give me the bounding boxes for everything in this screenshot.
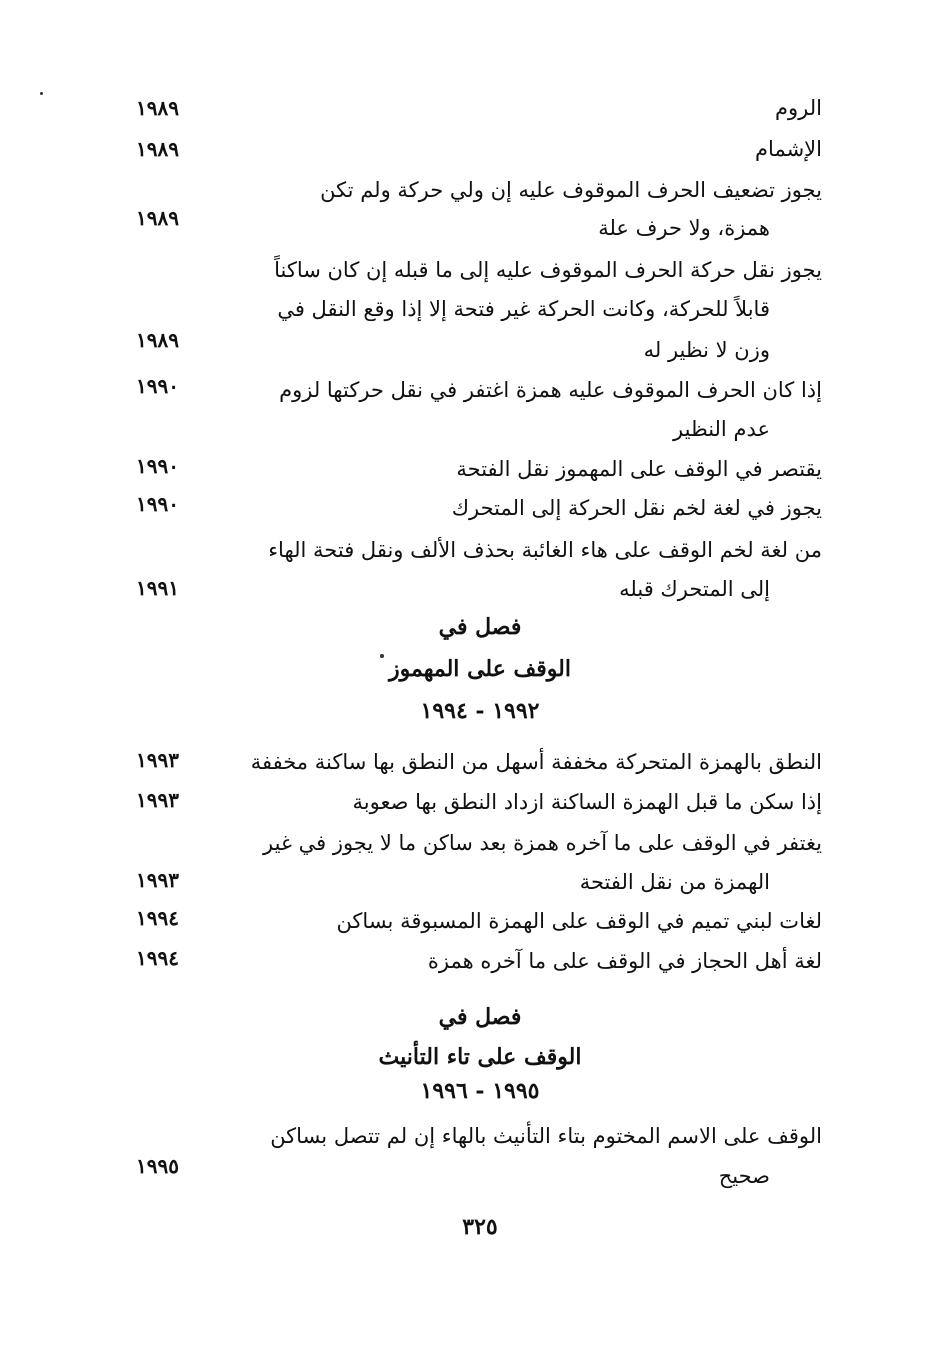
entry-page-number: ١٩٨٩ [136, 96, 179, 120]
page-number: ٣٢٥ [462, 1214, 498, 1240]
entry-page-number: ١٩٨٩ [136, 328, 179, 352]
entry-page-number: ١٩٨٩ [136, 206, 179, 230]
entry-text-continuation: قابلاً للحركة، وكانت الحركة غير فتحة إلا إذا وقع النقل في [277, 297, 770, 321]
entry-text-continuation: همزة، ولا حرف علة [598, 216, 770, 240]
entry-text: من لغة لخم الوقف على هاء الغائبة بحذف الألف ونقل فتحة الهاء [268, 538, 822, 562]
entry-text: يقتصر في الوقف على المهموز نقل الفتحة [456, 457, 822, 481]
entry-text: يجوز في لغة لخم نقل الحركة إلى المتحرك [451, 496, 822, 520]
section-title: الوقف على تاء التأنيث [378, 1044, 582, 1070]
scan-speck [380, 654, 384, 658]
entry-page-number: ١٩٩٣ [136, 868, 179, 892]
entry-text: الوقف على الاسم المختوم بتاء التأنيث بالهاء إن لم تتصل بساكن [270, 1124, 822, 1148]
entry-page-number: ١٩٩٣ [136, 748, 179, 772]
entry-text: يغتفر في الوقف على ما آخره همزة بعد ساكن ما لا يجوز في غير [263, 831, 822, 855]
entry-text: النطق بالهمزة المتحركة مخففة أسهل من النطق بها ساكنة مخففة [250, 750, 822, 774]
entry-text-continuation: صحيح [718, 1164, 770, 1188]
entry-text: إذا كان الحرف الموقوف عليه همزة اغتفر في نقل حركتها لزوم [279, 378, 822, 402]
entry-page-number: ١٩٩٠ [136, 492, 179, 516]
entry-text: إذا سكن ما قبل الهمزة الساكنة ازداد النطق بها صعوبة [352, 790, 822, 814]
entry-text: لغة أهل الحجاز في الوقف على ما آخره همزة [427, 949, 822, 973]
entry-text: يجوز نقل حركة الحرف الموقوف عليه إلى ما قبله إن كان ساكناً [274, 258, 822, 282]
entry-text: الإشمام [755, 137, 822, 161]
entry-text-continuation: الهمزة من نقل الفتحة [579, 870, 770, 894]
section-label: فصل في [438, 1004, 522, 1030]
entry-text: يجوز تضعيف الحرف الموقوف عليه إن ولي حركة ولم تكن [320, 178, 822, 202]
entry-page-number: ١٩٩٠ [136, 374, 179, 398]
section-page-range: ١٩٩٢ - ١٩٩٤ [420, 698, 540, 724]
entry-text-continuation: عدم النظير [673, 417, 770, 441]
entry-page-number: ١٩٩٤ [136, 906, 179, 930]
entry-page-number: ١٩٩٤ [136, 946, 179, 970]
entry-text-continuation: إلى المتحرك قبله [619, 577, 770, 601]
section-title: الوقف على المهموز [389, 656, 571, 682]
entry-page-number: ١٩٩١ [136, 576, 179, 600]
entry-page-number: ١٩٩٠ [136, 454, 179, 478]
entry-text: لغات لبني تميم في الوقف على الهمزة المسبوقة بساكن [336, 909, 822, 933]
entry-page-number: ١٩٩٥ [136, 1154, 179, 1178]
entry-text-continuation: وزن لا نظير له [643, 338, 770, 362]
section-label: فصل في [438, 614, 522, 640]
entry-page-number: ١٩٨٩ [136, 137, 179, 161]
section-page-range: ١٩٩٥ - ١٩٩٦ [420, 1078, 540, 1104]
entry-page-number: ١٩٩٣ [136, 788, 179, 812]
scan-speck [40, 92, 43, 95]
entry-text: الروم [775, 96, 822, 120]
